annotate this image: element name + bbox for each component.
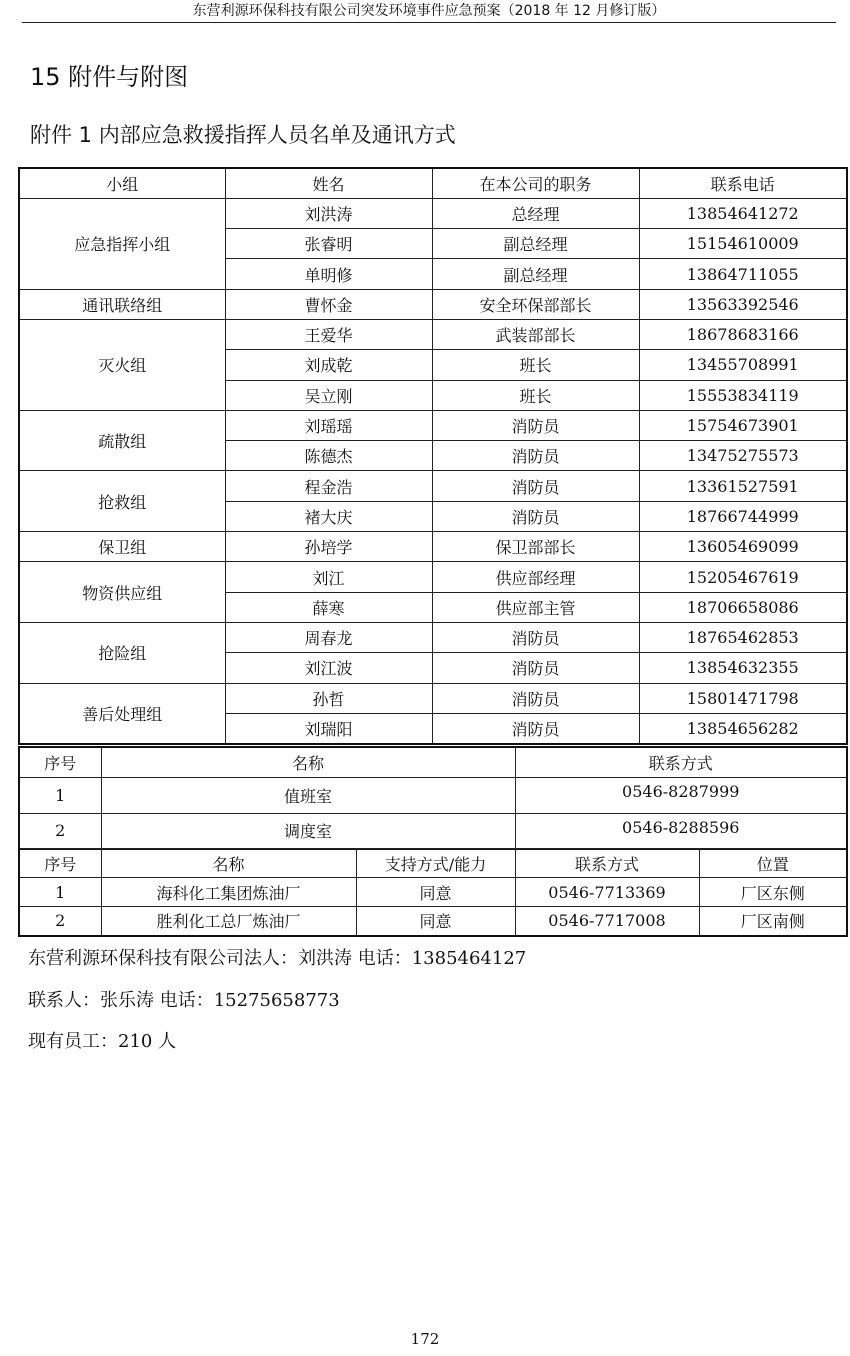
member-position-cell: 消防员 <box>432 410 639 440</box>
support-header-support: 支持方式/能力 <box>356 849 515 878</box>
member-position-cell: 总经理 <box>432 198 639 228</box>
member-position-cell: 供应部主管 <box>432 592 639 622</box>
member-name-cell: 张睿明 <box>225 229 432 259</box>
support-support: 同意 <box>356 907 515 936</box>
employee-count-line: 现有员工：210 人 <box>28 1031 177 1052</box>
table-row <box>19 471 847 501</box>
duty-no: 2 <box>19 813 101 849</box>
member-position-cell: 消防员 <box>432 653 639 683</box>
member-phone-cell: 15205467619 <box>639 562 847 592</box>
header-name: 姓名 <box>225 168 432 198</box>
member-name-cell: 孙哲 <box>225 683 432 713</box>
member-phone-cell: 15801471798 <box>639 683 847 713</box>
table-row <box>19 410 847 440</box>
support-header-location: 位置 <box>699 849 847 878</box>
member-name-cell: 刘江 <box>225 562 432 592</box>
support-location: 厂区东侧 <box>699 878 847 907</box>
appendix-title: 附件 1 内部应急救援指挥人员名单及通讯方式 <box>30 123 456 147</box>
duty-header-name: 名称 <box>101 747 515 777</box>
support-contact: 0546-7713369 <box>515 878 699 907</box>
member-phone-cell: 18678683166 <box>639 319 847 349</box>
member-phone-cell: 15154610009 <box>639 229 847 259</box>
page-number: 172 <box>410 1330 440 1348</box>
group-name-cell: 善后处理组 <box>19 683 225 744</box>
member-name-cell: 曹怀金 <box>225 289 432 319</box>
group-name-cell: 物资供应组 <box>19 562 225 623</box>
table-row <box>19 532 847 562</box>
member-phone-cell: 13563392546 <box>639 289 847 319</box>
member-name-cell: 吴立刚 <box>225 380 432 410</box>
table-row <box>19 878 847 907</box>
member-position-cell: 安全环保部部长 <box>432 289 639 319</box>
member-position-cell: 消防员 <box>432 441 639 471</box>
support-header-no: 序号 <box>19 849 101 878</box>
table-row <box>19 907 847 936</box>
member-phone-cell: 15754673901 <box>639 410 847 440</box>
member-name-cell: 陈德杰 <box>225 441 432 471</box>
member-position-cell: 班长 <box>432 380 639 410</box>
member-name-cell: 刘成乾 <box>225 350 432 380</box>
member-phone-cell: 18765462853 <box>639 622 847 652</box>
group-name-cell: 疏散组 <box>19 410 225 471</box>
member-position-cell: 班长 <box>432 350 639 380</box>
page-header: 东营利源环保科技有限公司突发环境事件应急预案（2018 年 12 月修订版） <box>22 0 836 23</box>
header-phone: 联系电话 <box>639 168 847 198</box>
duty-name: 值班室 <box>101 777 515 813</box>
group-name-cell: 抢险组 <box>19 622 225 683</box>
table-row <box>19 813 847 849</box>
member-position-cell: 消防员 <box>432 471 639 501</box>
member-phone-cell: 15553834119 <box>639 380 847 410</box>
member-position-cell: 副总经理 <box>432 229 639 259</box>
legal-rep-line: 东营利源环保科技有限公司法人：刘洪涛 电话：1385464127 <box>28 948 527 969</box>
member-name-cell: 刘瑶瑶 <box>225 410 432 440</box>
group-name-cell: 通讯联络组 <box>19 289 225 319</box>
header-position: 在本公司的职务 <box>432 168 639 198</box>
support-header-contact: 联系方式 <box>515 849 699 878</box>
duty-header-no: 序号 <box>19 747 101 777</box>
table-row <box>19 198 847 228</box>
member-name-cell: 程金浩 <box>225 471 432 501</box>
table-row <box>19 319 847 349</box>
header-group: 小组 <box>19 168 225 198</box>
member-phone-cell: 13361527591 <box>639 471 847 501</box>
member-name-cell: 孙培学 <box>225 532 432 562</box>
member-name-cell: 褚大庆 <box>225 501 432 531</box>
member-position-cell: 消防员 <box>432 683 639 713</box>
member-position-cell: 供应部经理 <box>432 562 639 592</box>
duty-no: 1 <box>19 777 101 813</box>
support-location: 厂区南侧 <box>699 907 847 936</box>
member-position-cell: 消防员 <box>432 501 639 531</box>
member-position-cell: 武装部部长 <box>432 319 639 349</box>
staff-table-header-row <box>19 168 847 198</box>
chapter-title: 15 附件与附图 <box>30 63 189 91</box>
duty-contact: 0546-8288596 <box>515 813 847 849</box>
member-position-cell: 副总经理 <box>432 259 639 289</box>
member-phone-cell: 13605469099 <box>639 532 847 562</box>
member-position-cell: 保卫部部长 <box>432 532 639 562</box>
member-phone-cell: 13854656282 <box>639 713 847 743</box>
table-row <box>19 777 847 813</box>
group-name-cell: 保卫组 <box>19 532 225 562</box>
member-phone-cell: 18706658086 <box>639 592 847 622</box>
member-position-cell: 消防员 <box>432 622 639 652</box>
support-contact: 0546-7717008 <box>515 907 699 936</box>
member-phone-cell: 13864711055 <box>639 259 847 289</box>
support-name: 海科化工集团炼油厂 <box>101 878 356 907</box>
support-no: 1 <box>19 878 101 907</box>
staff-table <box>18 167 848 745</box>
table-row <box>19 622 847 652</box>
member-phone-cell: 13854632355 <box>639 653 847 683</box>
member-name-cell: 薛寒 <box>225 592 432 622</box>
member-phone-cell: 18766744999 <box>639 501 847 531</box>
duty-name: 调度室 <box>101 813 515 849</box>
table-row <box>19 683 847 713</box>
staff-table-body <box>19 198 847 743</box>
member-phone-cell: 13475275573 <box>639 441 847 471</box>
support-table-header-row <box>19 849 847 878</box>
group-name-cell: 抢救组 <box>19 471 225 532</box>
member-name-cell: 刘江波 <box>225 653 432 683</box>
support-support: 同意 <box>356 878 515 907</box>
support-no: 2 <box>19 907 101 936</box>
contact-person-line: 联系人：张乐涛 电话：15275658773 <box>28 990 340 1011</box>
duty-contact: 0546-8287999 <box>515 777 847 813</box>
duty-table-header-row <box>19 747 847 777</box>
member-name-cell: 周春龙 <box>225 622 432 652</box>
member-phone-cell: 13854641272 <box>639 198 847 228</box>
duty-header-contact: 联系方式 <box>515 747 847 777</box>
support-table <box>18 848 848 937</box>
table-row <box>19 562 847 592</box>
member-position-cell: 消防员 <box>432 713 639 743</box>
duty-table <box>18 746 848 850</box>
group-name-cell: 应急指挥小组 <box>19 198 225 289</box>
member-name-cell: 刘瑞阳 <box>225 713 432 743</box>
member-name-cell: 王爱华 <box>225 319 432 349</box>
support-header-name: 名称 <box>101 849 356 878</box>
group-name-cell: 灭火组 <box>19 319 225 410</box>
member-phone-cell: 13455708991 <box>639 350 847 380</box>
member-name-cell: 单明修 <box>225 259 432 289</box>
table-row <box>19 289 847 319</box>
support-name: 胜利化工总厂炼油厂 <box>101 907 356 936</box>
member-name-cell: 刘洪涛 <box>225 198 432 228</box>
